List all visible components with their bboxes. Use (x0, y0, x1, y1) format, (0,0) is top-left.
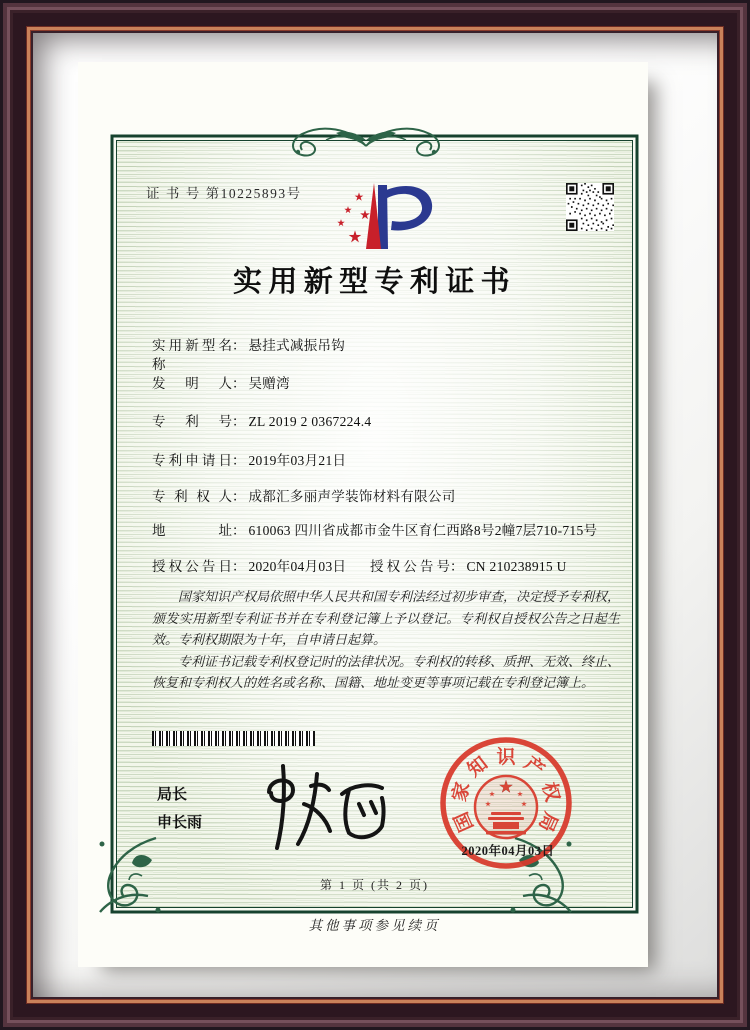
seal-char: 产 (520, 753, 548, 782)
field-label: 授权公告号 (370, 559, 450, 574)
field-value: 吴赠湾 (248, 376, 290, 391)
field-label: 实用新型名称 (152, 338, 232, 372)
field-label: 专利号 (152, 414, 232, 429)
field-row-patent-number: 专利号 ： ZL 2019 2 0367224.4 (152, 414, 372, 429)
seal-char: 识 (496, 747, 516, 768)
field-label: 专利权人 (152, 489, 232, 504)
director-name: 申长雨 (157, 814, 203, 831)
field-value: 610063 四川省成都市金牛区育仁西路8号2幢7层710-715号 (248, 523, 598, 538)
field-value: CN 210238915 U (466, 559, 567, 574)
field-value: 2020年04月03日 (248, 559, 347, 574)
field-value: ZL 2019 2 0367224.4 (248, 414, 372, 429)
field-row-grant: 授权公告日 ： 2020年04月03日 授权公告号 ： CN 210238915 U (152, 559, 567, 574)
director-title: 局长 (157, 786, 188, 803)
legal-paragraph: 专利证书记载专利权登记时的法律状况。专利权的转移、质押、无效、终止、恢复和专利权人的姓名或名称、国籍、地址变更等事项记载在专利登记簿上。 (152, 653, 621, 690)
cnipa-logo-icon (330, 179, 442, 259)
qr-code-icon (566, 183, 614, 231)
corner-ornament-left-icon (92, 832, 166, 918)
certificate-number: 证 书 号 第10225893号 (146, 186, 302, 201)
field-row-patentee: 专利权人 ： 成都汇多丽声学装饰材料有限公司 (152, 489, 456, 504)
field-value: 成都汇多丽声学装饰材料有限公司 (248, 489, 456, 504)
seal-char: 知 (464, 753, 492, 782)
certificate-title: 实用新型专利证书 (232, 266, 517, 298)
field-label: 专利申请日 (152, 453, 232, 468)
continuation-note: 其他事项参见续页 (308, 918, 441, 933)
page-number: 第 1 页 (共 2 页) (320, 878, 429, 892)
legal-text (152, 586, 620, 694)
field-label: 授权公告日 (152, 559, 232, 574)
seal-char: 局 (534, 808, 562, 835)
director-signature (241, 756, 403, 862)
legal-paragraph: 国家知识产权局依照中华人民共和国专利法经过初步审查，决定授予专利权，颁发实用新型专利证书并在专利登记簿上予以登记。专利权自授权公告之日起生效。专利权期限为十年，自申请日起算。 (152, 589, 621, 647)
field-row-application-date: 专利申请日 ： 2019年03月21日 (152, 453, 347, 468)
field-row-inventor: 发明人 ： 吴赠湾 (152, 376, 290, 391)
seal-char: 权 (537, 780, 563, 804)
field-value: 悬挂式减振吊钩 (248, 338, 346, 353)
barcode (152, 731, 315, 746)
field-label: 发明人 (152, 376, 232, 391)
seal-date: 2020年04月03日 (461, 844, 555, 858)
seal-char: 家 (449, 780, 475, 804)
national-emblem-icon (475, 776, 537, 838)
seal-char: 国 (450, 808, 478, 835)
field-value: 2019年03月21日 (248, 453, 347, 468)
field-label: 地址 (152, 523, 232, 538)
certificate-paper (78, 62, 648, 967)
field-row-name: 实用新型名称 ： 悬挂式减振吊钩 (152, 338, 346, 372)
field-row-address: 地址 ： 610063 四川省成都市金牛区育仁西路8号2幢7层710-715号 (152, 521, 651, 540)
top-ornament-icon (278, 122, 454, 164)
